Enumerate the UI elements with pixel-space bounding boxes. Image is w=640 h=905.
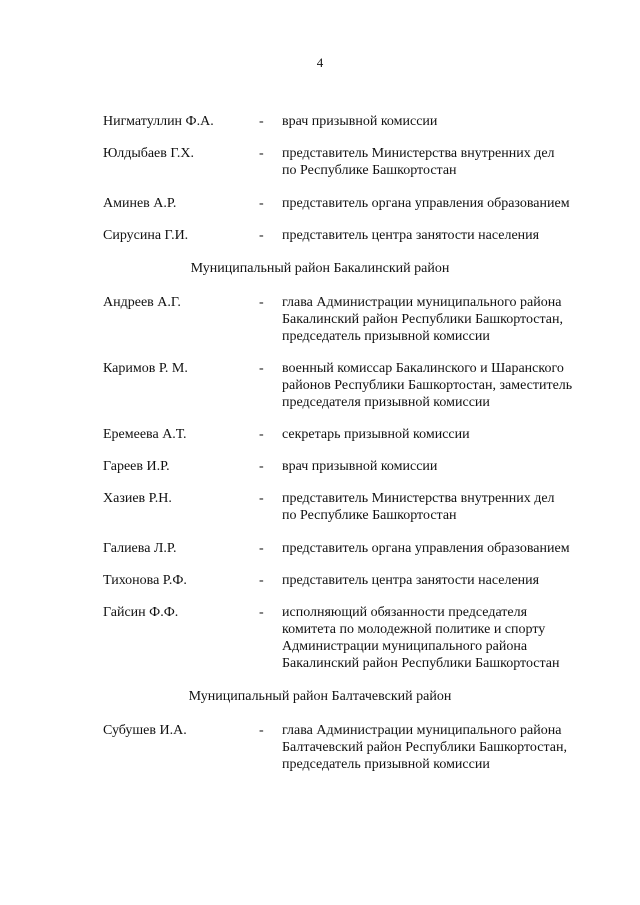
- member-name: Еремеева А.Т.: [103, 427, 187, 442]
- member-name: Хазиев Р.Н.: [103, 491, 172, 506]
- role-line: по Республике Башкортостан: [282, 163, 457, 178]
- role-line: секретарь призывной комиссии: [282, 427, 470, 442]
- member-role: [282, 426, 612, 443]
- member-role: [282, 490, 612, 524]
- role-line: по Республике Башкортостан: [282, 508, 457, 523]
- member-name: Аминев А.Р.: [103, 196, 177, 211]
- dash: -: [259, 605, 264, 620]
- dash: -: [259, 361, 264, 376]
- member-name: Сирусина Г.И.: [103, 228, 189, 243]
- member-name: Каримов Р. М.: [103, 361, 188, 376]
- role-line: представитель центра занятости населения: [282, 573, 540, 588]
- member-name: Тихонова Р.Ф.: [103, 573, 187, 588]
- dash: -: [259, 146, 264, 161]
- role-line: представитель центра занятости населения: [282, 228, 540, 243]
- role-line: представитель органа управления образованием: [282, 541, 570, 556]
- member-role: [282, 458, 612, 475]
- member-role: [282, 227, 612, 244]
- role-line: глава Администрации муниципального района: [282, 295, 562, 310]
- member-role: [282, 145, 612, 179]
- district-heading: Муниципальный район Балтачевский район: [188, 689, 452, 704]
- member-name: Галиева Л.Р.: [103, 541, 177, 556]
- member-name: Нигматуллин Ф.А.: [103, 114, 214, 129]
- member-name: Юлдыбаев Г.Х.: [103, 146, 195, 161]
- role-line: глава Администрации муниципального района: [282, 723, 562, 738]
- dash: -: [259, 114, 264, 129]
- role-line: представитель Министерства внутренних дел: [282, 491, 555, 506]
- dash: -: [259, 491, 264, 506]
- role-line: исполняющий обязанности председателя: [282, 605, 528, 620]
- role-line: врач призывной комиссии: [282, 459, 438, 474]
- district-heading: Муниципальный район Бакалинский район: [190, 261, 450, 276]
- dash: -: [259, 295, 264, 310]
- role-line: представитель органа управления образованием: [282, 196, 570, 211]
- dash: -: [259, 459, 264, 474]
- member-role: [282, 604, 612, 672]
- member-role: [282, 540, 612, 557]
- member-role: [282, 195, 612, 212]
- dash: -: [259, 228, 264, 243]
- role-line: председатель призывной комиссии: [282, 757, 490, 772]
- member-name: Андреев А.Г.: [103, 295, 181, 310]
- role-line: Бакалинский район Республики Башкортостан,: [282, 312, 564, 327]
- member-role: [282, 572, 612, 589]
- member-name: Гареев И.Р.: [103, 459, 170, 474]
- page-number: 4: [316, 55, 324, 70]
- dash: -: [259, 196, 264, 211]
- dash: -: [259, 723, 264, 738]
- member-role: [282, 113, 612, 130]
- member-role: [282, 722, 612, 773]
- dash: -: [259, 427, 264, 442]
- role-line: Балтачевский район Республики Башкортостан,: [282, 740, 567, 755]
- role-line: Администрации муниципального района: [282, 639, 528, 654]
- member-role: [282, 294, 612, 345]
- role-line: председателя призывной комиссии: [282, 395, 490, 410]
- member-name: Гайсин Ф.Ф.: [103, 605, 179, 620]
- dash: -: [259, 541, 264, 556]
- role-line: районов Республики Башкортостан, заместитель: [282, 378, 573, 393]
- role-line: представитель Министерства внутренних дел: [282, 146, 555, 161]
- member-role: [282, 360, 612, 411]
- role-line: врач призывной комиссии: [282, 114, 438, 129]
- dash: -: [259, 573, 264, 588]
- role-line: комитета по молодежной политике и спорту: [282, 622, 546, 637]
- member-name: Субушев И.А.: [103, 723, 187, 738]
- role-line: военный комиссар Бакалинского и Шаранского: [282, 361, 564, 376]
- role-line: председатель призывной комиссии: [282, 329, 490, 344]
- role-line: Бакалинский район Республики Башкортостан: [282, 656, 560, 671]
